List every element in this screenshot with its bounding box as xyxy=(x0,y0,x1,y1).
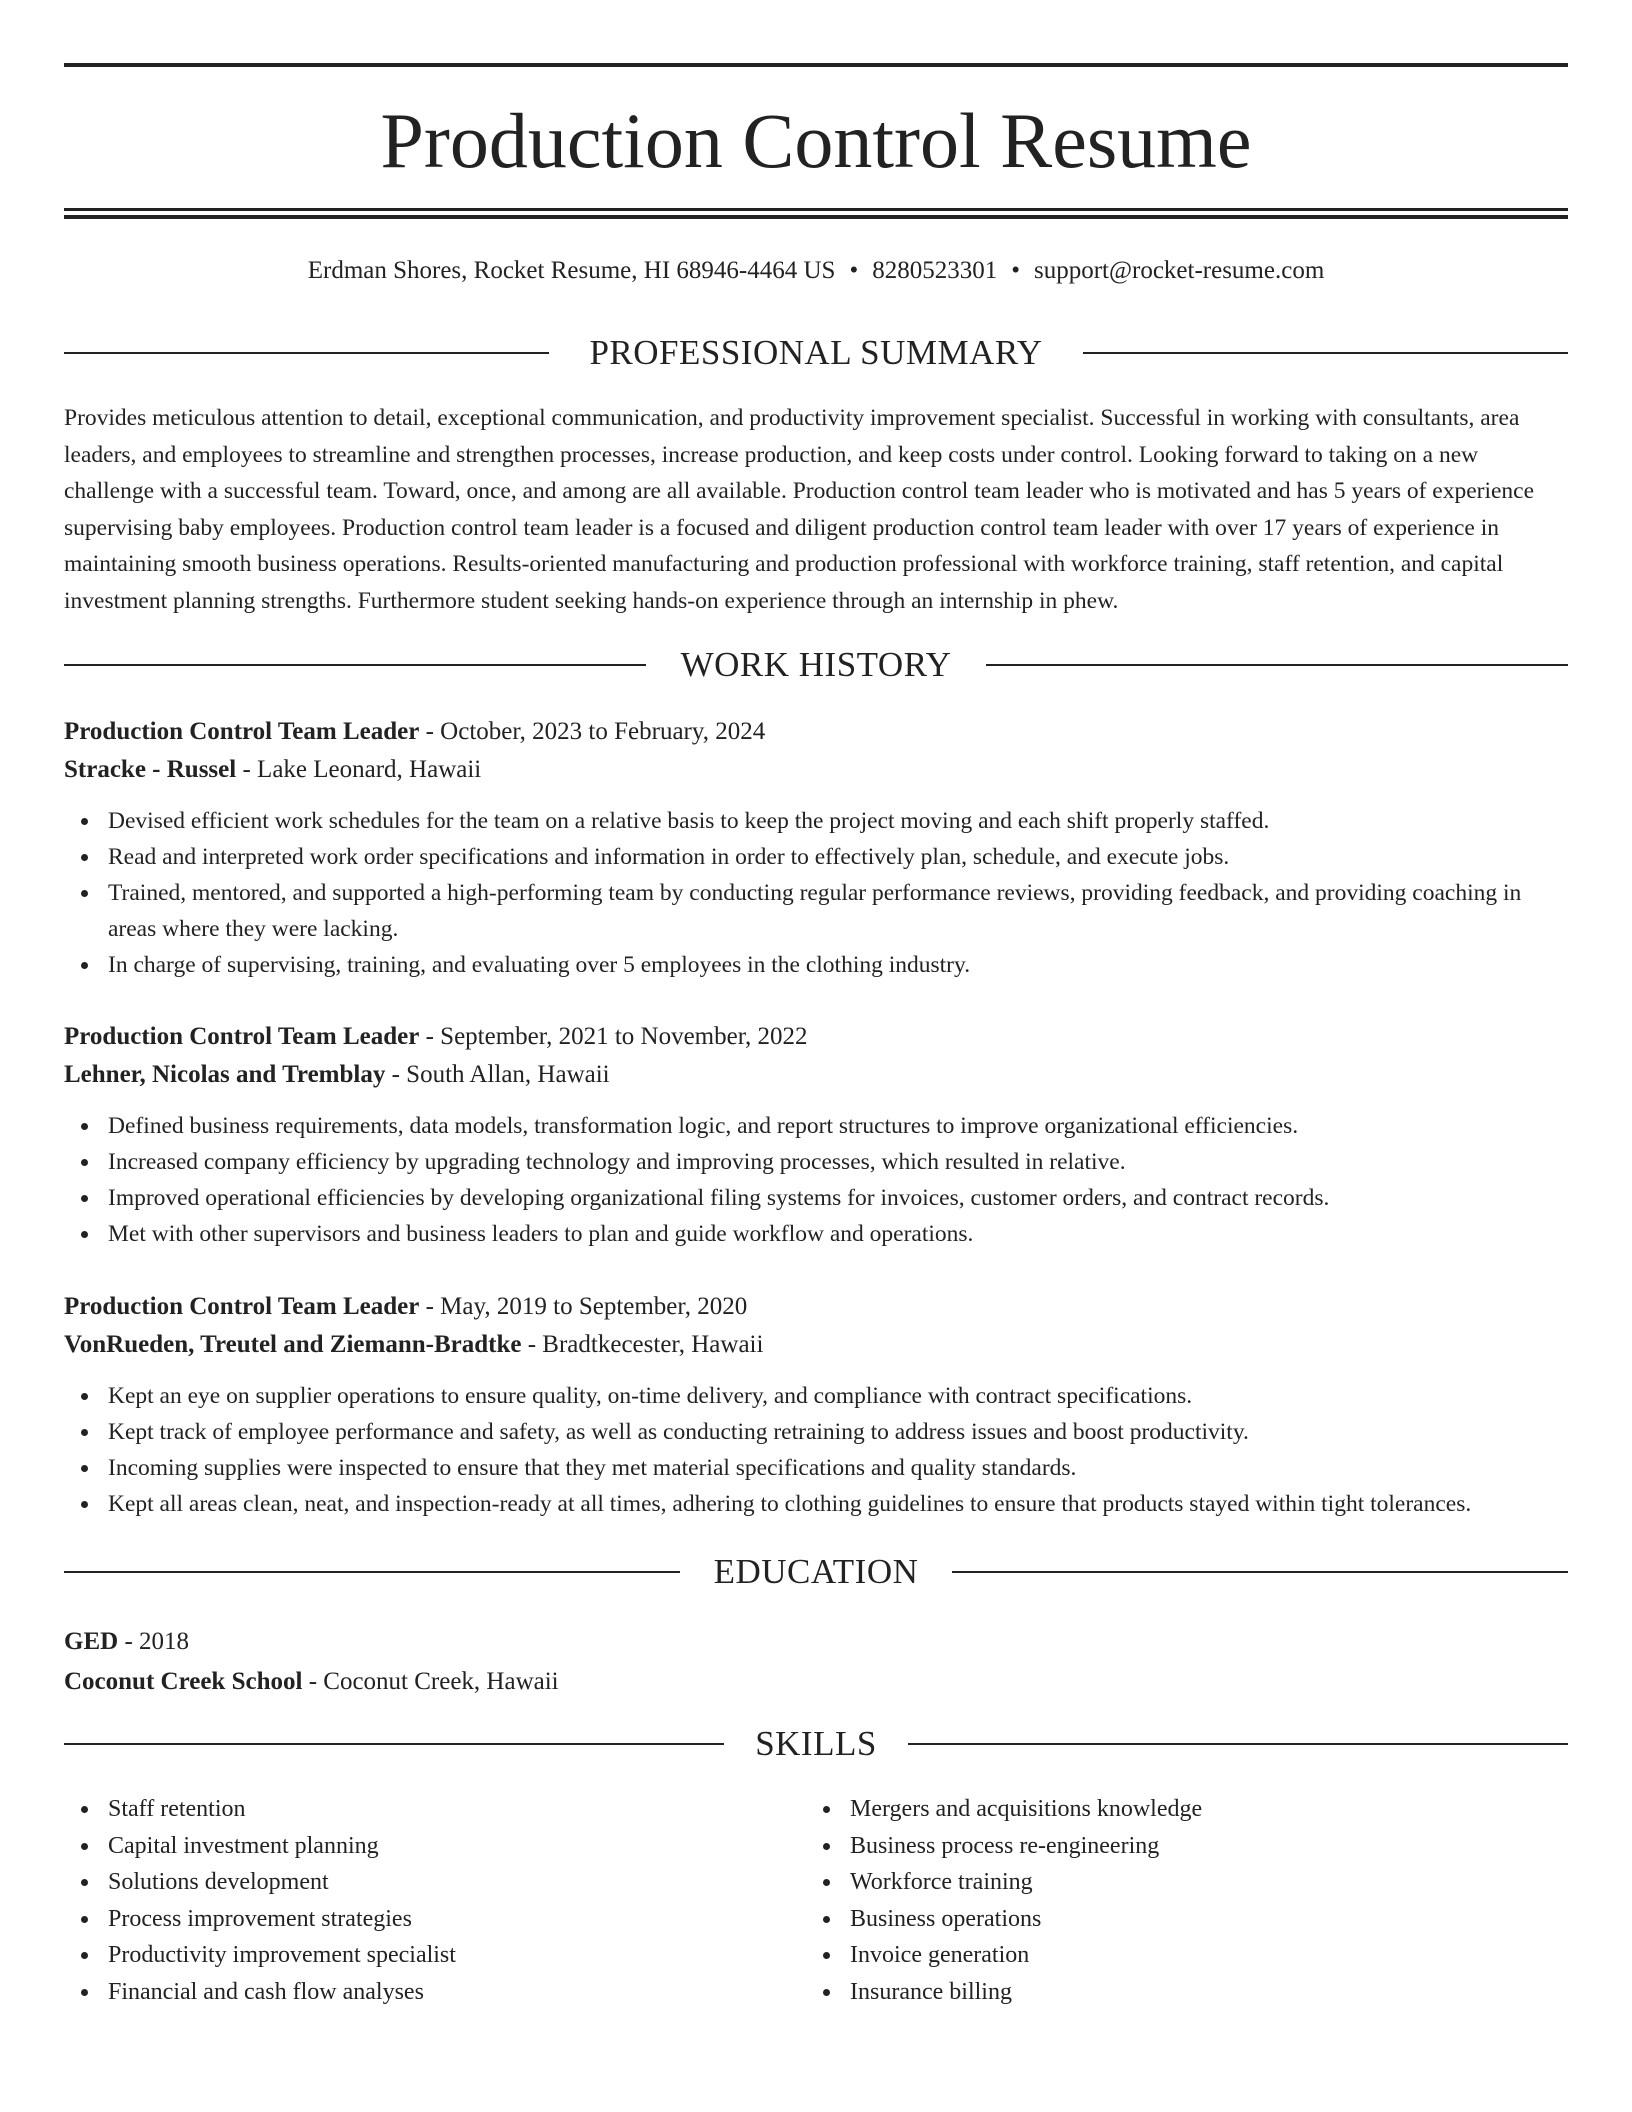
job-title: Production Control Team Leader xyxy=(64,718,420,745)
job-bullet: Defined business requirements, data models, transformation logic, and report structures to improve organizational efficiencies. xyxy=(108,1108,1568,1144)
job-entry xyxy=(64,1018,1568,1252)
job-entry xyxy=(64,1288,1568,1522)
skill-item: Process improvement strategies xyxy=(108,1901,456,1938)
contact-email[interactable]: support@rocket-resume.com xyxy=(1033,257,1325,284)
section-header-skills xyxy=(64,1724,1568,1764)
page-title: Production Control Resume xyxy=(380,97,1252,184)
skill-item: Solutions development xyxy=(108,1864,456,1901)
education-school: Coconut Creek School xyxy=(64,1668,303,1695)
title-double-rule xyxy=(64,208,1568,219)
section-header-summary xyxy=(64,333,1568,373)
job-title-line xyxy=(64,1288,1568,1326)
job-company: Lehner, Nicolas and Tremblay xyxy=(64,1061,386,1088)
section-header-work xyxy=(64,645,1568,685)
job-entry xyxy=(64,713,1568,983)
job-bullet: Incoming supplies were inspected to ensure that they met material specifications and quality standards. xyxy=(108,1450,1568,1486)
skill-item: Productivity improvement specialist xyxy=(108,1937,456,1974)
education-year: - 2018 xyxy=(118,1628,190,1655)
contact-address: Erdman Shores, Rocket Resume, HI 68946-4464 US xyxy=(307,257,836,284)
job-company-line xyxy=(64,751,1568,789)
job-bullet: Improved operational efficiencies by developing organizational filing systems for invoices, customer orders, and contract records. xyxy=(108,1180,1568,1216)
job-location: - Bradtkecester, Hawaii xyxy=(521,1331,764,1358)
job-title: Production Control Team Leader xyxy=(64,1023,420,1050)
skill-item: Business operations xyxy=(850,1901,1202,1938)
job-title-line xyxy=(64,713,1568,751)
skill-item: Staff retention xyxy=(108,1791,456,1828)
section-header-education xyxy=(64,1552,1568,1592)
job-bullets xyxy=(64,1108,1568,1252)
job-company: Stracke - Russel xyxy=(64,756,237,783)
top-rule xyxy=(64,63,1568,67)
contact-line xyxy=(64,254,1568,288)
job-bullet: Kept all areas clean, neat, and inspection-ready at all times, adhering to clothing guidelines to ensure that products stayed within tight tolerances. xyxy=(108,1486,1568,1522)
skill-item: Mergers and acquisitions knowledge xyxy=(850,1791,1202,1828)
job-bullet: Met with other supervisors and business leaders to plan and guide workflow and operations. xyxy=(108,1216,1568,1252)
job-location: - South Allan, Hawaii xyxy=(385,1061,610,1088)
job-bullet: Devised efficient work schedules for the team on a relative basis to keep the project moving and each shift properly staffed. xyxy=(108,803,1568,839)
job-location: - Lake Leonard, Hawaii xyxy=(236,756,482,783)
job-bullet: In charge of supervising, training, and evaluating over 5 employees in the clothing industry. xyxy=(108,947,1568,983)
job-title: Production Control Team Leader xyxy=(64,1293,420,1320)
job-bullets xyxy=(64,803,1568,983)
section-title-skills: SKILLS xyxy=(755,1724,877,1763)
skills-column-right xyxy=(806,1791,1202,2010)
skill-item: Financial and cash flow analyses xyxy=(108,1974,456,2011)
skill-item: Insurance billing xyxy=(850,1974,1202,2011)
job-bullets xyxy=(64,1378,1568,1522)
section-title-summary: PROFESSIONAL SUMMARY xyxy=(589,333,1043,372)
skill-item: Workforce training xyxy=(850,1864,1202,1901)
job-bullet: Increased company efficiency by upgrading technology and improving processes, which resulted in relative. xyxy=(108,1144,1568,1180)
summary-paragraph: Provides meticulous attention to detail, exceptional communication, and productivity improvement specialist. Successful in working with consultants, area leaders, and employees to streamline and strengthen processes, increase production, and keep costs under control. Looking forward to taking on a new challenge with a successful team. Toward, once, and among are all available. Production control team leader who is motivated and has 5 years of experience supervising baby employees. Production control team leader is a focused and diligent production control team leader with over 17 years of experience in maintaining smooth business operations. Results-oriented manufacturing and production professional with workforce training, staff retention, and capital investment planning strengths. Furthermore student seeking hands-on experience through an internship in phew. xyxy=(64,405,1535,614)
job-bullet: Trained, mentored, and supported a high-performing team by conducting regular performance reviews, providing feedback, and providing coaching in areas where they were lacking. xyxy=(108,875,1568,947)
section-title-work: WORK HISTORY xyxy=(680,645,952,684)
contact-separator: • xyxy=(849,257,859,284)
education-degree-line xyxy=(64,1622,1568,1662)
skill-item: Capital investment planning xyxy=(108,1828,456,1865)
skill-item: Invoice generation xyxy=(850,1937,1202,1974)
contact-phone[interactable]: 8280523301 xyxy=(872,257,998,284)
contact-separator: • xyxy=(1011,257,1020,284)
education-degree: GED xyxy=(64,1628,119,1655)
education-location: - Coconut Creek, Hawaii xyxy=(302,1668,559,1695)
job-bullet: Kept an eye on supplier operations to ensure quality, on-time delivery, and compliance with contract specifications. xyxy=(108,1378,1568,1414)
job-bullet: Kept track of employee performance and safety, as well as conducting retraining to address issues and boost productivity. xyxy=(108,1414,1568,1450)
job-bullet: Read and interpreted work order specifications and information in order to effectively plan, schedule, and execute jobs. xyxy=(108,839,1568,875)
education-school-line xyxy=(64,1662,1568,1702)
job-company-line xyxy=(64,1326,1568,1364)
skills-column-left xyxy=(64,1791,456,2010)
education-entry xyxy=(64,1622,1568,1702)
skill-item: Business process re-engineering xyxy=(850,1828,1202,1865)
job-title-line xyxy=(64,1018,1568,1056)
job-company-line xyxy=(64,1056,1568,1094)
job-company: VonRueden, Treutel and Ziemann-Bradtke xyxy=(64,1331,522,1358)
job-dates: - October, 2023 to February, 2024 xyxy=(419,718,766,745)
job-dates: - May, 2019 to September, 2020 xyxy=(419,1293,748,1320)
job-dates: - September, 2021 to November, 2022 xyxy=(419,1023,808,1050)
section-title-education: EDUCATION xyxy=(713,1552,919,1591)
